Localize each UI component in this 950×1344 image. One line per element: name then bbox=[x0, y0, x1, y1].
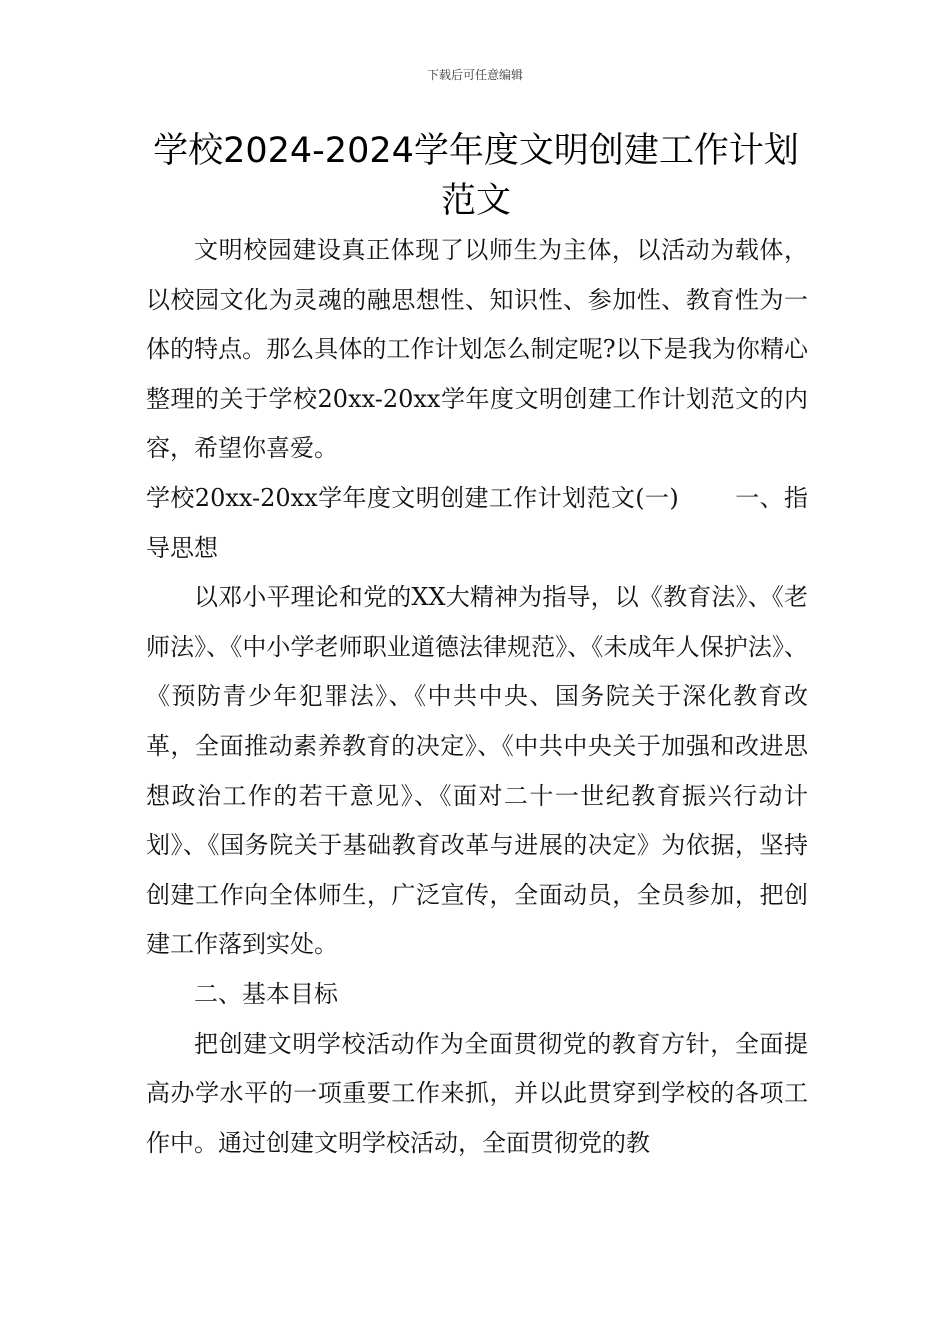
section2-body: 把创建文明学校活动作为全面贯彻党的教育方针，全面提高办学水平的一项重要工作来抓，并以此贯穿到学校的各项工作中。通过创建文明学校活动，全面贯彻党的教 bbox=[146, 1029, 808, 1157]
intro-paragraph: 文明校园建设真正体现了以师生为主体，以活动为载体，以校园文化为灵魂的融思想性、知识性、参加性、教育性为一体的特点。那么具体的工作计划怎么制定呢?以下是我为你精心整理的关于学校20xx-20xx学年度文明创建工作计划范文的内容，希望你喜爱。 bbox=[146, 236, 808, 463]
subtitle-paragraph bbox=[146, 474, 808, 573]
page-header-note: 下载后可任意编辑 bbox=[426, 68, 523, 82]
plan-subtitle: 学校20xx-20xx学年度文明创建工作计划范文(一) bbox=[146, 483, 679, 512]
section1-heading: 一、指导思想 bbox=[146, 483, 808, 562]
section1-body: 以邓小平理论和党的XX大精神为指导，以《教育法》、《老师法》、《中小学老师职业道德法律规范》、《未成年人保护法》、《预防青少年犯罪法》、《中共中央、国务院关于深化教育改革，全面推动素养教育的决定》、《中共中央关于加强和改进思想政治工作的若干意见》、《面对二十一世纪教育振兴行动计划》、《国务院关于基础教育改革与进展的决定》为依据，坚持创建工作向全体师生，广泛宣传，全面动员，全员参加，把创建工作落到实处。 bbox=[146, 583, 808, 959]
section2-heading: 二、基本目标 bbox=[194, 979, 338, 1008]
document-title: 学校2024-2024学年度文明创建工作计划范文 bbox=[153, 131, 799, 221]
document-body bbox=[146, 226, 808, 1168]
